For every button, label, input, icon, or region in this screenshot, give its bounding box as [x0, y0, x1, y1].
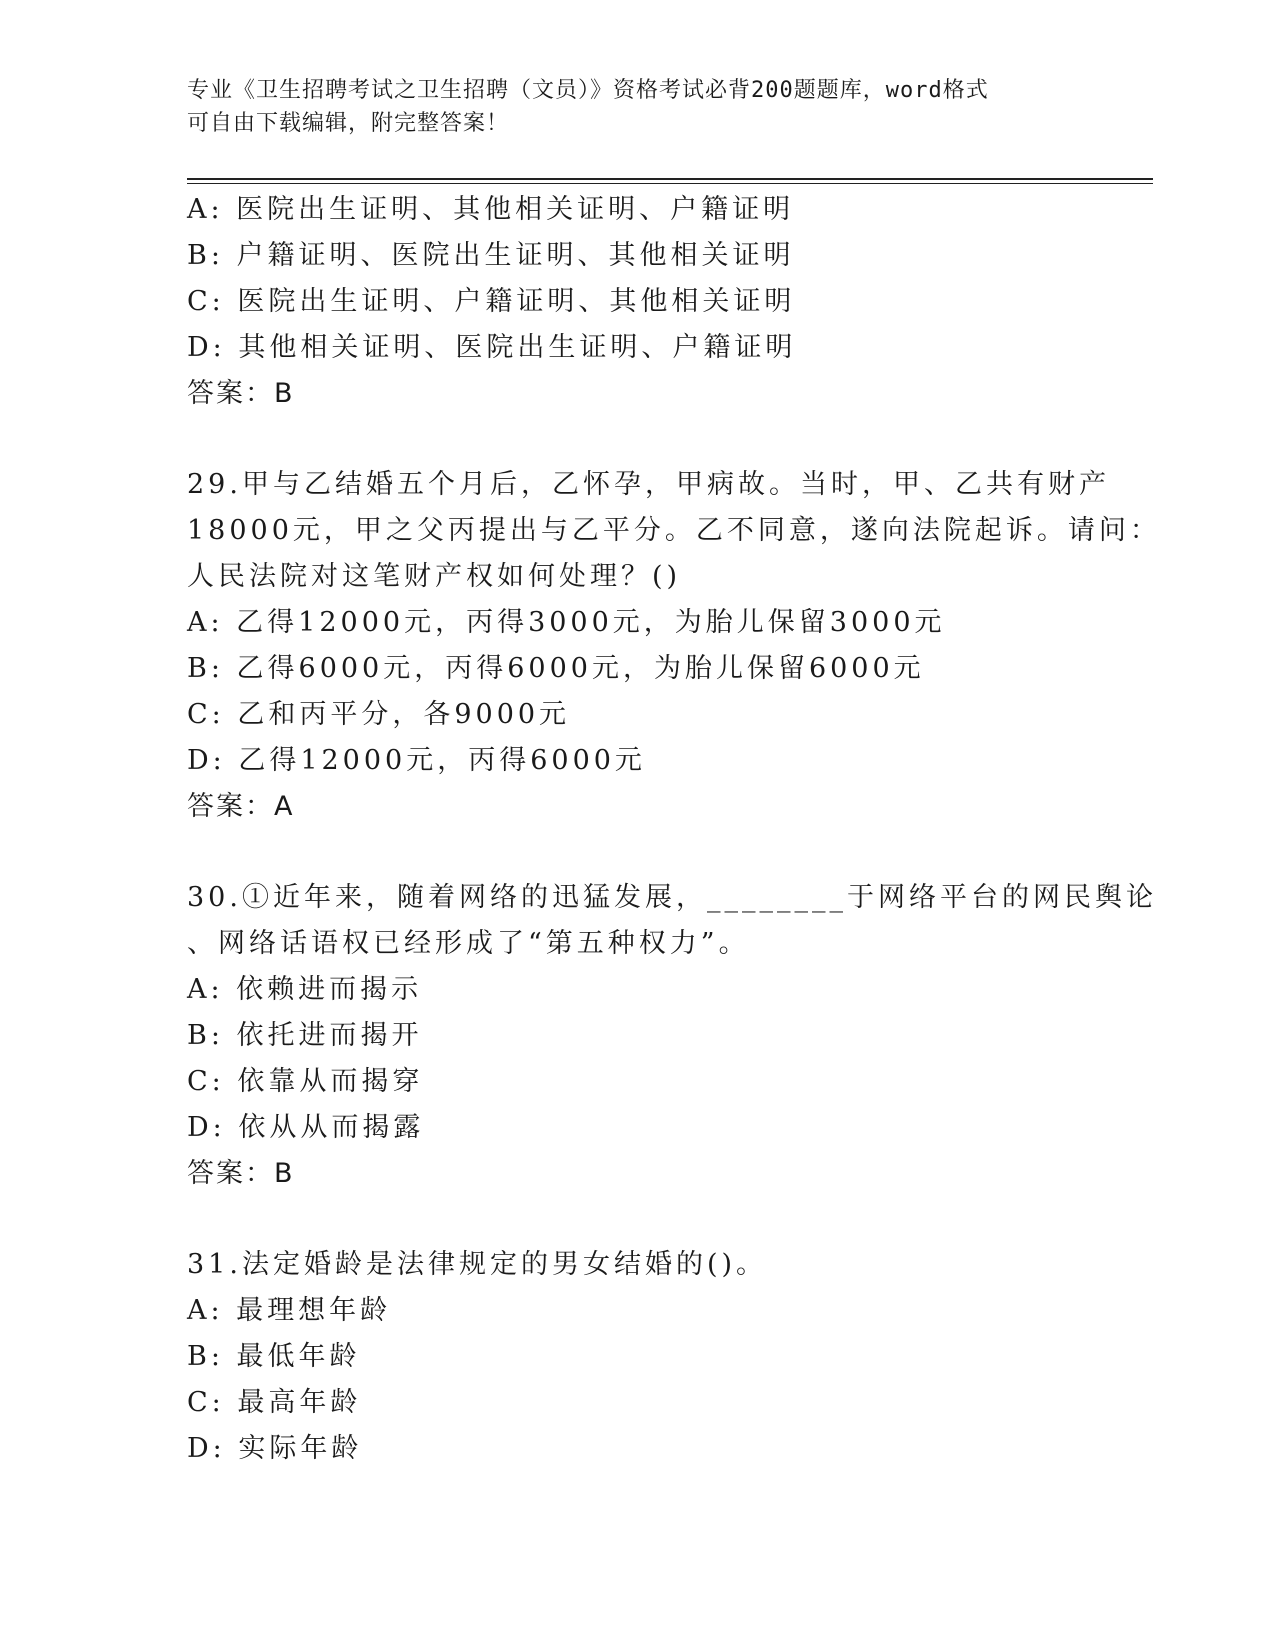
- question-stem-line: 30.①近年来，随着网络的迅猛发展，________于网络平台的网民舆论: [187, 882, 1157, 913]
- question-stem-line: 31.法定婚龄是法律规定的男女结婚的()。: [187, 1249, 768, 1280]
- option-c: C: 医院出生证明、户籍证明、其他相关证明: [187, 286, 796, 317]
- option-b: B: 乙得6000元，丙得6000元，为胎儿保留6000元: [187, 653, 925, 684]
- option-d: D: 乙得12000元，丙得6000元: [187, 745, 646, 776]
- question-stem-line: 29.甲与乙结婚五个月后，乙怀孕，甲病故。当时，甲、乙共有财产: [187, 469, 1110, 500]
- option-a: A: 依赖进而揭示: [187, 974, 423, 1005]
- question-30: [187, 875, 1157, 1197]
- question-stem-line: 18000元，甲之父丙提出与乙平分。乙不同意，遂向法院起诉。请问：: [187, 515, 1161, 546]
- option-b: B: 最低年龄: [187, 1341, 361, 1372]
- option-c: C: 依靠从而揭穿: [187, 1066, 424, 1097]
- header-line-1: 专业《卫生招聘考试之卫生招聘（文员）》资格考试必背200题题库，word格式: [187, 78, 989, 103]
- header-line-2: 可自由下载编辑，附完整答案！: [187, 111, 510, 136]
- option-d: D: 依从从而揭露: [187, 1112, 425, 1143]
- option-c: C: 乙和丙平分，各9000元: [187, 699, 571, 730]
- option-c: C: 最高年龄: [187, 1387, 362, 1418]
- option-a: A: 医院出生证明、其他相关证明、户籍证明: [187, 194, 795, 225]
- answer: 答案：A: [187, 791, 295, 822]
- question-list: [187, 187, 1161, 1472]
- spacer: [187, 830, 1087, 875]
- document-header: [187, 74, 1067, 140]
- question-31: [187, 1242, 1087, 1472]
- question-stem-line: 人民法院对这笔财产权如何处理？(): [187, 561, 682, 592]
- question-29: [187, 462, 1161, 830]
- option-b: B: 依托进而揭开: [187, 1020, 423, 1051]
- option-a: A: 乙得12000元，丙得3000元，为胎儿保留3000元: [187, 607, 946, 638]
- header-divider: [187, 178, 1153, 184]
- spacer: [187, 417, 1087, 462]
- question-28: [187, 187, 1087, 417]
- option-d: D: 其他相关证明、医院出生证明、户籍证明: [187, 332, 797, 363]
- answer: 答案：B: [187, 378, 295, 409]
- spacer: [187, 1197, 1087, 1242]
- answer: 答案：B: [187, 1158, 295, 1189]
- option-d: D: 实际年龄: [187, 1433, 363, 1464]
- option-a: A: 最理想年龄: [187, 1295, 392, 1326]
- question-stem-line: 、网络话语权已经形成了“第五种权力”。: [187, 928, 750, 959]
- option-b: B: 户籍证明、医院出生证明、其他相关证明: [187, 240, 795, 271]
